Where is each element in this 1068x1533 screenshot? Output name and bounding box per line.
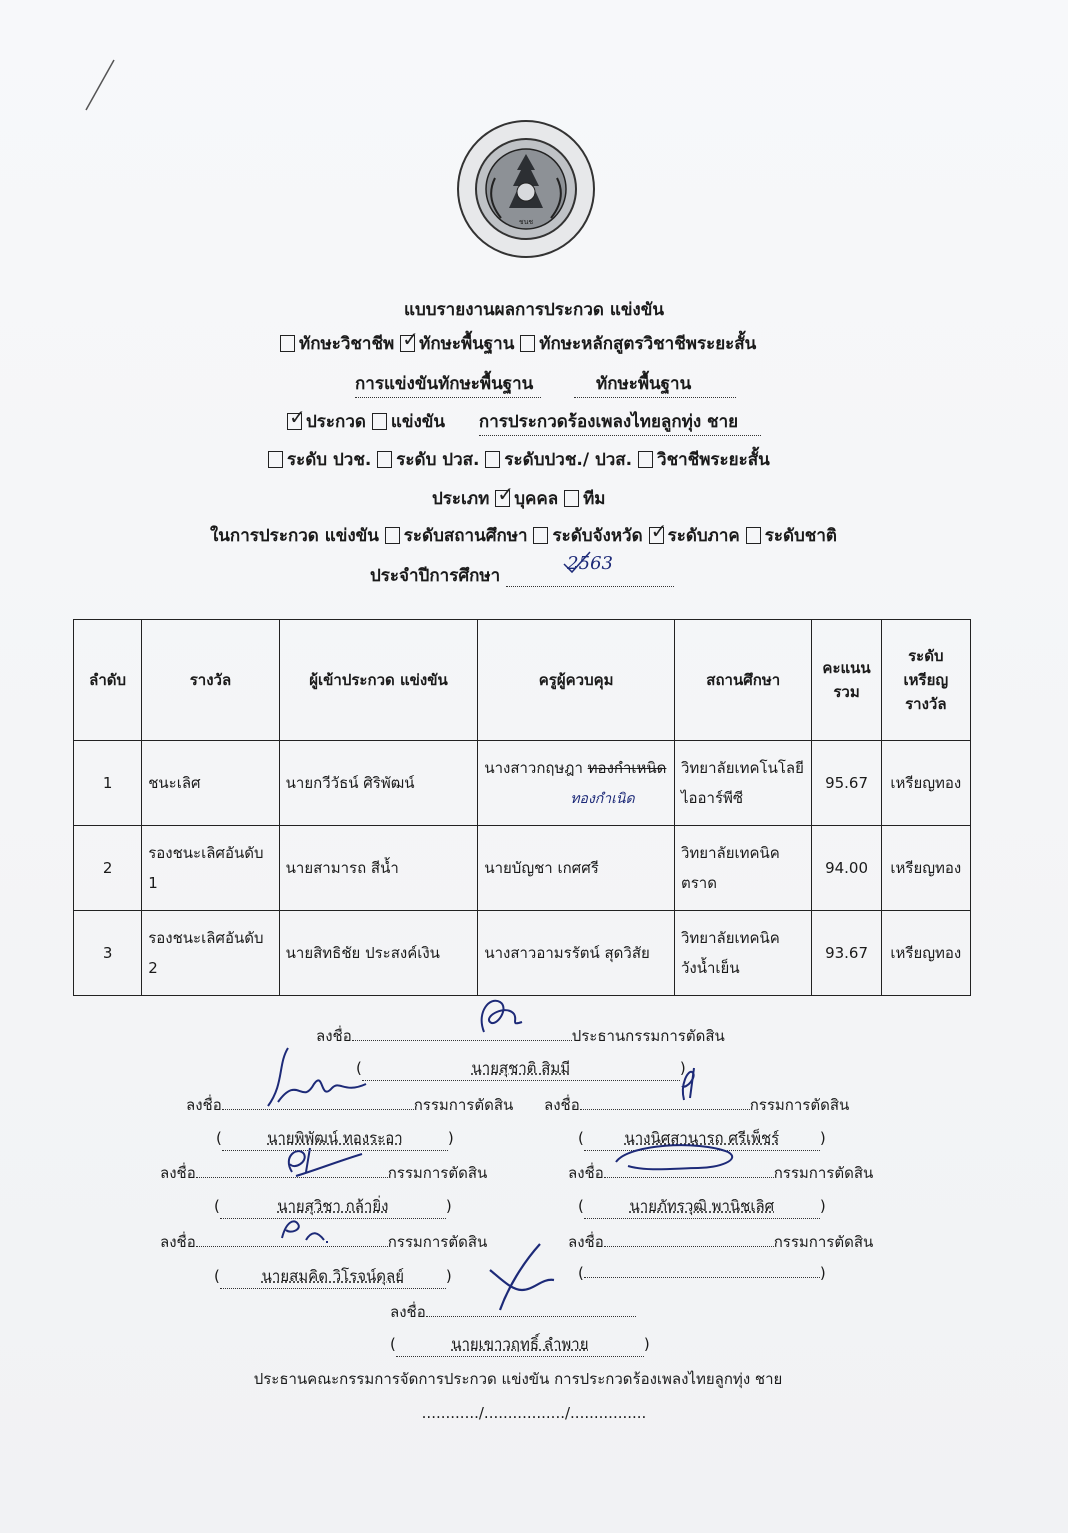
event-name: การประกวดร้องเพลงไทยลูกทุ่ง ชาย — [479, 408, 761, 436]
judge-name-line: ( นายสมคิด วิโรจน์ดุลย์ ) — [214, 1264, 452, 1289]
vocational-education-commission-emblem — [455, 118, 597, 260]
date-line: ............/................./................ — [421, 1404, 647, 1422]
skill-option[interactable]: ทักษะวิชาชีพ — [280, 334, 394, 354]
competition-group-row — [355, 370, 541, 398]
table-row — [74, 826, 971, 911]
cell-medal: เหรียญทอง — [881, 826, 970, 911]
competition-group-value-row — [574, 370, 736, 398]
cell-school: วิทยาลัยเทคนิควังน้ำเย็น — [674, 911, 811, 996]
judge-signature-line: ลงชื่อ กรรมการตัดสิน — [568, 1233, 874, 1251]
checkbox-skill-0[interactable] — [280, 335, 295, 352]
skill-options — [280, 330, 756, 357]
cell-score: 95.67 — [812, 741, 881, 826]
organizer-name-line: ( นายเขาวฤทธิ์ ลำพาย ) — [390, 1332, 650, 1357]
handwritten-signature-judge-2 — [674, 1064, 704, 1104]
type-options — [287, 408, 761, 436]
cell-award: ชนะเลิศ — [142, 741, 279, 826]
scope-option[interactable]: ระดับจังหวัด — [533, 526, 642, 546]
checkbox-scope-2[interactable] — [649, 527, 664, 544]
level-options — [268, 446, 770, 473]
cell-teacher — [478, 741, 675, 826]
judge-name: นายภัทรวุฒิ พานิชเลิศ — [629, 1197, 775, 1215]
judge-name: นายพิพัฒน์ ทองระอา — [267, 1129, 403, 1147]
header-score: คะแนน รวม — [812, 620, 881, 741]
cell-contestant: นายสามารถ สีน้ำ — [279, 826, 478, 911]
level-option[interactable]: ระดับปวช./ ปวส. — [485, 450, 632, 470]
cell-medal: เหรียญทอง — [881, 911, 970, 996]
judge-signature-line: ลงชื่อ กรรมการตัดสิน — [160, 1233, 488, 1251]
cell-teacher: นายบัญชา เกศศรี — [478, 826, 675, 911]
header-contestant: ผู้เข้าประกวด แข่งขัน — [279, 620, 478, 741]
cell-award: รองชนะเลิศอันดับ 1 — [142, 826, 279, 911]
organizer-name: นายเขาวฤทธิ์ ลำพาย — [451, 1335, 589, 1353]
chair-name-line: ( นายสุชาติ สิมมี ) — [356, 1056, 686, 1081]
checkbox-scope-3[interactable] — [746, 527, 761, 544]
level-option[interactable]: วิชาชีพระยะสั้น — [638, 450, 770, 470]
cell-rank: 2 — [74, 826, 142, 911]
judge-signature-line: ลงชื่อ กรรมการตัดสิน — [160, 1164, 488, 1182]
cell-school: วิทยาลัยเทคนิคตราด — [674, 826, 811, 911]
judge-name-line: ( นายพิพัฒน์ ทองระอา ) — [216, 1126, 454, 1151]
cell-medal: เหรียญทอง — [881, 741, 970, 826]
academic-year-row — [370, 553, 674, 589]
scope-option[interactable]: ระดับชาติ — [746, 526, 837, 546]
checkbox-scope-0[interactable] — [385, 527, 400, 544]
cell-rank: 3 — [74, 911, 142, 996]
checkbox-skill-1[interactable] — [400, 335, 415, 352]
form-title: แบบรายงานผลการประกวด แข่งขัน — [404, 300, 664, 320]
judge-name-line: ( ) — [578, 1264, 826, 1282]
table-row — [74, 911, 971, 996]
skill-option[interactable]: ✓ ทักษะพื้นฐาน — [400, 334, 514, 354]
chair-signature-line: ลงชื่อ ประธานกรรมการตัดสิน — [316, 1027, 725, 1045]
cell-rank: 1 — [74, 741, 142, 826]
cell-score: 93.67 — [812, 911, 881, 996]
judge-signature-line: ลงชื่อ กรรมการตัดสิน — [186, 1096, 514, 1114]
handwritten-signature-judge-5 — [272, 1212, 342, 1248]
judge-name: นายสุวิชา กล้ายิ่ง — [277, 1197, 389, 1215]
svg-text:ชนช: ชนช — [518, 218, 534, 226]
checkbox-level-1[interactable] — [377, 451, 392, 468]
cell-teacher: นางสาวอามรรัตน์ สุดวิสัย — [478, 911, 675, 996]
cell-contestant: นายกวีวัธน์ ศิริพัฒน์ — [279, 741, 478, 826]
cell-score: 94.00 — [812, 826, 881, 911]
judge-name: นางนิศสานารถ ศรีเพ็ชร์ — [624, 1129, 780, 1147]
table-row — [74, 741, 971, 826]
checkbox-type-1[interactable] — [372, 413, 387, 430]
header-school: สถานศึกษา — [674, 620, 811, 741]
category-option[interactable]: ✓ บุคคล — [495, 489, 558, 509]
checkbox-skill-2[interactable] — [520, 335, 535, 352]
level-option[interactable]: ระดับ ปวส. — [377, 450, 479, 470]
skill-option[interactable]: ทักษะหลักสูตรวิชาชีพระยะสั้น — [520, 334, 756, 354]
judge-name-line: ( นางนิศสานารถ ศรีเพ็ชร์ ) — [578, 1126, 826, 1151]
judge-name-line: ( นายสุวิชา กล้ายิ่ง ) — [214, 1194, 452, 1219]
cell-contestant: นายสิทธิชัย ประสงค์เงิน — [279, 911, 478, 996]
teacher-surname-struck: ทองกำเหนิด — [587, 758, 667, 777]
header-award: รางวัล — [142, 620, 279, 741]
handwritten-signature-judge-3 — [276, 1142, 366, 1182]
judge-signature-line: ลงชื่อ กรรมการตัดสิน — [568, 1164, 874, 1182]
header-medal: ระดับ เหรียญ รางวัล — [881, 620, 970, 741]
header-rank: ลำดับ — [74, 620, 142, 741]
handwritten-signature-chair — [470, 992, 530, 1042]
checkbox-category-0[interactable] — [495, 490, 510, 507]
teacher-surname-correction: ทองกำเนิด — [570, 790, 635, 807]
category-options — [432, 485, 606, 512]
cell-school: วิทยาลัยเทคโนโลยีไออาร์พีซี — [674, 741, 811, 826]
level-option[interactable]: ระดับ ปวช. — [268, 450, 371, 470]
category-option[interactable]: ทีม — [564, 489, 605, 509]
scope-options — [210, 522, 837, 549]
footer-text: ประธานคณะกรรมการจัดการประกวด แข่งขัน การประกวดร้องเพลงไทยลูกทุ่ง ชาย — [253, 1370, 783, 1388]
table-header-row — [74, 620, 971, 741]
checkbox-level-0[interactable] — [268, 451, 283, 468]
chair-name: นายสุชาติ สิมมี — [471, 1059, 571, 1077]
checkbox-scope-1[interactable] — [533, 527, 548, 544]
header-teacher: ครูผู้ควบคุม — [478, 620, 675, 741]
scope-option[interactable]: ระดับสถานศึกษา — [385, 526, 528, 546]
category-label: ประเภท — [432, 489, 490, 509]
checkbox-level-3[interactable] — [638, 451, 653, 468]
type-option[interactable]: แข่งขัน — [372, 412, 445, 432]
checkbox-category-1[interactable] — [564, 490, 579, 507]
teacher-name: นางสาวกฤษฎา — [484, 758, 583, 777]
handwritten-signature-organizer — [482, 1240, 562, 1314]
scope-label: ในการประกวด แข่งขัน — [210, 526, 379, 546]
checkbox-type-0[interactable] — [287, 413, 302, 430]
results-table — [73, 619, 971, 996]
organizer-signature-line: ลงชื่อ — [390, 1300, 636, 1324]
judge-name: นายสมคิด วิโรจน์ดุลย์ — [261, 1267, 405, 1285]
judge-signature-line: ลงชื่อ กรรมการตัดสิน — [544, 1096, 850, 1114]
tick-mark — [562, 550, 592, 576]
handwritten-signature-judge-4 — [608, 1138, 748, 1178]
pen-mark — [80, 58, 120, 114]
handwritten-signature-judge-1 — [248, 1044, 378, 1114]
scope-option[interactable]: ✓ ระดับภาค — [649, 526, 740, 546]
competition-group-value: ทักษะพื้นฐาน — [574, 370, 736, 398]
judge-name-line: ( นายภัทรวุฒิ พานิชเลิศ ) — [578, 1194, 826, 1219]
checkbox-level-2[interactable] — [485, 451, 500, 468]
academic-year-label: ประจำปีการศึกษา — [370, 566, 501, 586]
type-option[interactable]: ✓ประกวด — [287, 412, 366, 432]
competition-group-label: การแข่งขันทักษะพื้นฐาน — [355, 370, 541, 398]
cell-award: รองชนะเลิศอันดับ 2 — [142, 911, 279, 996]
academic-year-value: 2563 — [567, 553, 613, 574]
